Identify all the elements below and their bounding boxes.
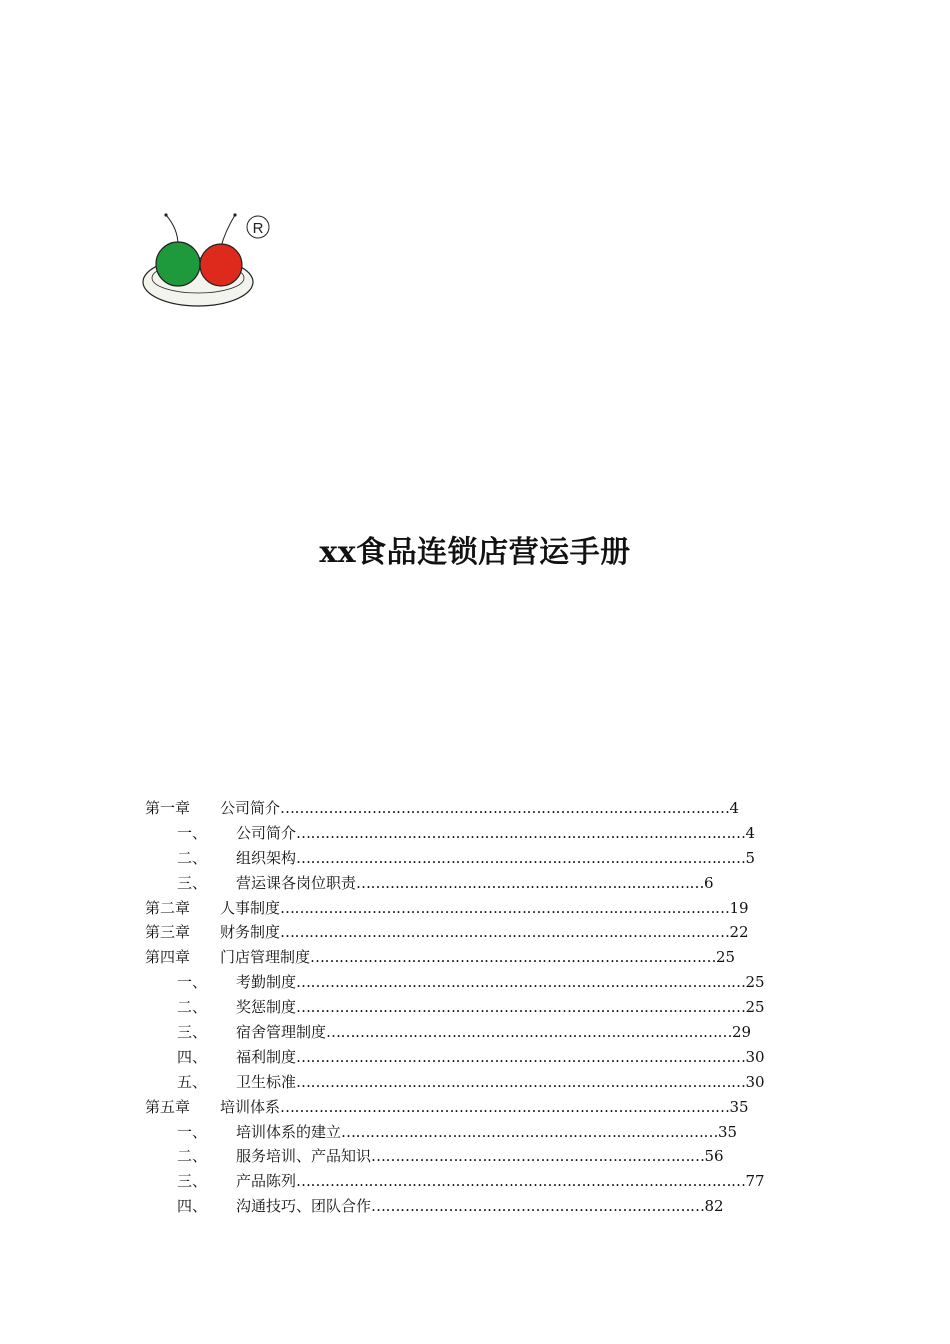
toc-entry-page: 35 — [729, 1097, 749, 1116]
toc-entry[interactable] — [145, 1095, 749, 1120]
toc-entry-page: 30 — [745, 1072, 765, 1091]
toc-entry[interactable] — [145, 821, 756, 846]
document-title: xx食品连锁店营运手册 — [319, 535, 631, 570]
toc-entry-label: 福利制度 — [236, 1047, 297, 1066]
toc-leader-dots: ………………………………………………………………………………… — [296, 1172, 746, 1191]
toc-entry-page: 56 — [704, 1147, 724, 1166]
toc-entry[interactable] — [145, 1169, 765, 1194]
toc-leader-dots: ………………………………………………………………………… — [310, 948, 717, 967]
toc-entry-number: 第三章 — [145, 923, 191, 942]
toc-entry[interactable] — [145, 871, 714, 896]
toc-entry-label: 培训体系 — [220, 1097, 281, 1116]
toc-leader-dots: ………………………………………………………………………………… — [280, 799, 730, 817]
toc-entry-page: 29 — [732, 1023, 752, 1042]
logo-right-stem — [221, 215, 235, 247]
toc-entry-number: 二、 — [177, 998, 208, 1017]
toc-entry-page: 22 — [729, 923, 749, 942]
toc-entry-page: 19 — [729, 898, 749, 917]
table-of-contents — [145, 796, 765, 1219]
toc-leader-dots: ………………………………………………………………………………… — [296, 1047, 746, 1066]
toc-leader-dots: ………………………………………………………………………………… — [280, 1097, 730, 1116]
toc-leader-dots: ………………………………………………………………………………… — [296, 848, 746, 867]
toc-entry-label: 公司简介 — [236, 823, 297, 842]
toc-entry-number: 三、 — [177, 873, 208, 892]
toc-entry-label: 组织架构 — [236, 848, 297, 867]
logo-green-fruit — [156, 242, 200, 286]
toc-entry[interactable] — [145, 970, 765, 995]
toc-entry-page: 30 — [745, 1047, 765, 1066]
toc-entry[interactable] — [145, 1070, 765, 1095]
toc-entry-number: 一、 — [177, 1122, 208, 1141]
toc-leader-dots: ………………………………………………………………………… — [326, 1023, 733, 1042]
toc-entry-number: 第二章 — [145, 898, 191, 917]
toc-entry-number: 一、 — [177, 973, 208, 992]
toc-entry-page: 82 — [704, 1197, 724, 1216]
toc-entry-number: 第五章 — [145, 1097, 191, 1116]
toc-leader-dots: ………………………………………………………………………………… — [296, 998, 746, 1017]
toc-entry-page: 4 — [729, 799, 740, 817]
toc-leader-dots: ………………………………………………………………………………… — [296, 973, 746, 992]
toc-entry[interactable] — [145, 945, 736, 970]
toc-entry-number: 三、 — [177, 1172, 208, 1191]
toc-entry-label: 培训体系的建立 — [236, 1122, 342, 1141]
toc-entry-label: 财务制度 — [220, 923, 281, 942]
toc-entry[interactable] — [145, 1194, 724, 1219]
toc-entry-label: 服务培训、产品知识 — [236, 1147, 372, 1166]
toc-entry-number: 二、 — [177, 848, 208, 867]
toc-leader-dots: ………………………………………………………………………………… — [296, 1072, 746, 1091]
toc-entry[interactable] — [145, 796, 740, 821]
logo-left-stem — [166, 215, 178, 245]
toc-entry-label: 考勤制度 — [236, 973, 297, 992]
toc-entry[interactable] — [145, 1144, 724, 1169]
toc-entry-page: 5 — [745, 848, 756, 867]
toc-entry-page: 25 — [745, 973, 765, 992]
toc-leader-dots: ………………………………………………………………………………… — [280, 898, 730, 917]
toc-entry[interactable] — [145, 846, 756, 871]
toc-entry-number: 第一章 — [145, 799, 191, 817]
toc-entry[interactable] — [145, 995, 765, 1020]
toc-entry[interactable] — [145, 1020, 752, 1045]
toc-entry[interactable] — [145, 896, 749, 921]
toc-entry-label: 奖惩制度 — [236, 998, 297, 1017]
toc-entry[interactable] — [145, 920, 749, 945]
toc-entry-number: 五、 — [177, 1072, 208, 1091]
toc-entry-label: 公司简介 — [220, 799, 281, 817]
toc-entry-number: 二、 — [177, 1147, 208, 1166]
toc-entry-page: 4 — [745, 823, 756, 842]
toc-entry-page: 25 — [745, 998, 765, 1017]
toc-entry-page: 35 — [718, 1122, 738, 1141]
toc-entry-label: 门店管理制度 — [220, 948, 311, 967]
toc-entry-page: 77 — [745, 1172, 765, 1191]
toc-entry-label: 宿舍管理制度 — [236, 1023, 327, 1042]
toc-entry-page: 6 — [704, 873, 714, 892]
toc-leader-dots: ………………………………………………………………………………… — [296, 823, 746, 842]
toc-leader-dots: …………………………………………………………………… — [341, 1122, 719, 1141]
toc-entry-number: 四、 — [177, 1047, 208, 1066]
registered-mark-letter: R — [252, 220, 264, 237]
toc-leader-dots: …………………………………………………………… — [371, 1197, 705, 1216]
toc-entry-number: 三、 — [177, 1023, 208, 1042]
toc-entry-label: 人事制度 — [220, 898, 281, 917]
logo-red-fruit — [200, 244, 242, 286]
toc-leader-dots: …………………………………………………………… — [371, 1147, 705, 1166]
toc-entry-number: 第四章 — [145, 948, 191, 967]
toc-entry-label: 卫生标准 — [236, 1072, 297, 1091]
toc-leader-dots: ……………………………………………………………… — [356, 873, 705, 892]
toc-entry[interactable] — [145, 1045, 765, 1070]
toc-entry-number: 四、 — [177, 1197, 208, 1216]
toc-entry-page: 25 — [716, 948, 736, 967]
toc-entry-number: 一、 — [177, 823, 208, 842]
toc-entry-label: 营运课各岗位职责 — [236, 873, 357, 892]
company-logo — [140, 205, 280, 315]
toc-leader-dots: ………………………………………………………………………………… — [280, 923, 730, 942]
toc-entry-label: 产品陈列 — [236, 1172, 297, 1191]
toc-entry[interactable] — [145, 1120, 738, 1145]
toc-entry-label: 沟通技巧、团队合作 — [236, 1197, 372, 1216]
